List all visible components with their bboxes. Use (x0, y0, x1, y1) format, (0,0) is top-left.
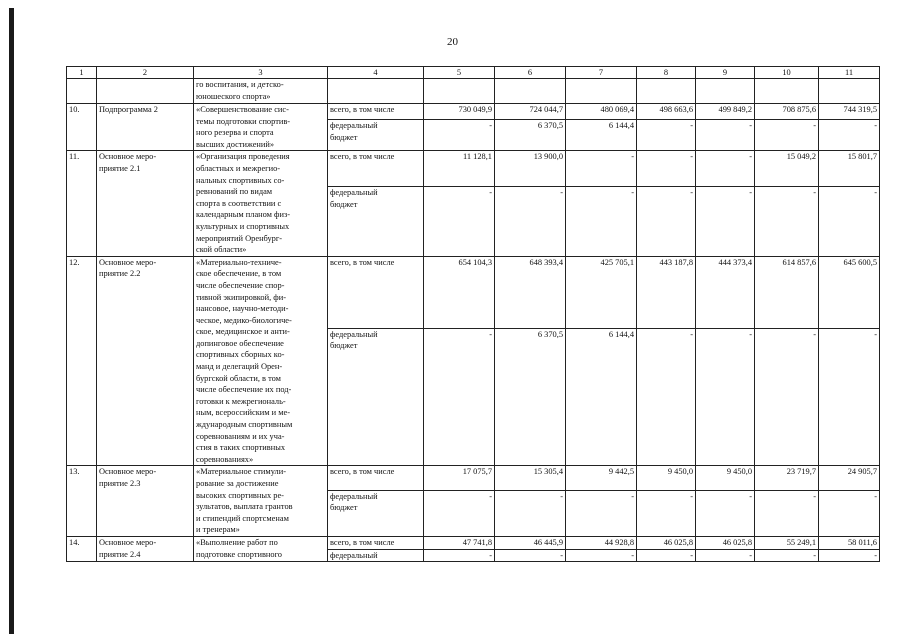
value-cell: - (424, 490, 495, 536)
cell (696, 79, 755, 104)
value-cell: 13 900,0 (495, 151, 566, 187)
value-cell: - (696, 151, 755, 187)
header-cell: 2 (97, 67, 194, 79)
value-cell: - (495, 549, 566, 562)
cell (424, 79, 495, 104)
value-cell: - (637, 490, 696, 536)
value-cell: 55 249,1 (755, 536, 819, 549)
value-cell: 44 928,8 (566, 536, 637, 549)
header-cell: 6 (495, 67, 566, 79)
value-cell: 614 857,6 (755, 256, 819, 328)
cell (819, 79, 880, 104)
value-cell: 6 144,4 (566, 120, 637, 151)
funding-label: всего, в том числе (328, 466, 424, 490)
value-cell: 444 373,4 (696, 256, 755, 328)
value-cell: 645 600,5 (819, 256, 880, 328)
value-cell: 9 450,0 (696, 466, 755, 490)
table-row (67, 466, 880, 490)
cell (328, 79, 424, 104)
value-cell: - (819, 120, 880, 151)
value-cell: 730 049,9 (424, 104, 495, 120)
value-cell: 46 025,8 (696, 536, 755, 549)
value-cell: 9 450,0 (637, 466, 696, 490)
funding-label: федеральный бюджет (328, 187, 424, 256)
budget-table (66, 66, 880, 562)
value-cell: - (696, 490, 755, 536)
value-cell: - (696, 120, 755, 151)
row-name: «Материальное стимули- рование за достижение высоких спортивных ре- зультатов, выплата грантов и стипендий спортсменам и тренерам» (194, 466, 328, 537)
continuation-text: го воспитания, и детско- юношеского спорта» (194, 79, 328, 104)
table-body (67, 67, 880, 562)
value-cell: - (495, 490, 566, 536)
value-cell: 15 305,4 (495, 466, 566, 490)
header-cell: 5 (424, 67, 495, 79)
value-cell: - (696, 549, 755, 562)
cell (637, 79, 696, 104)
value-cell: - (755, 328, 819, 466)
value-cell: 648 393,4 (495, 256, 566, 328)
value-cell: 6 144,4 (566, 328, 637, 466)
value-cell: 58 011,6 (819, 536, 880, 549)
value-cell: - (495, 187, 566, 256)
row-name: «Организация проведения областных и межрегио- нальных спортивных со- ревнований по видам спорта в соответствии с календарным планом физ- культурных и спортивных мероприятий Оренбург- ской области» (194, 151, 328, 256)
value-cell: 15 049,2 (755, 151, 819, 187)
value-cell: - (424, 120, 495, 151)
row-number: 11. (67, 151, 97, 256)
table-row (67, 151, 880, 187)
value-cell: 24 905,7 (819, 466, 880, 490)
value-cell: 708 875,6 (755, 104, 819, 120)
value-cell: 6 370,5 (495, 120, 566, 151)
funding-label: федеральный бюджет (328, 328, 424, 466)
value-cell: - (637, 549, 696, 562)
cell (566, 79, 637, 104)
value-cell: - (696, 328, 755, 466)
funding-label: всего, в том числе (328, 536, 424, 549)
value-cell: - (755, 490, 819, 536)
value-cell: 15 801,7 (819, 151, 880, 187)
value-cell: 46 445,9 (495, 536, 566, 549)
row-name: «Материально-техниче- ское обеспечение, в том числе обеспечение спор- тивной экипировкой, фи- нансовое, научно-методи- ческое, медико-биологиче- ское, медицинское и анти- допинговое обеспечение спортивных сборных ко- манд и делегаций Орен- бургской области, в том числе обеспечение их под- готовки к межрегиональ- ным, всероссийским и ме- ждународным спортивным соревнованиям и их уча- стия в таких спортивных соревнованиях» (194, 256, 328, 466)
header-cell: 10 (755, 67, 819, 79)
value-cell: 425 705,1 (566, 256, 637, 328)
funding-label: федеральный (328, 549, 424, 562)
value-cell: - (637, 328, 696, 466)
value-cell: 23 719,7 (755, 466, 819, 490)
value-cell: 6 370,5 (495, 328, 566, 466)
cell (67, 79, 97, 104)
value-cell: - (819, 187, 880, 256)
row-number: 10. (67, 104, 97, 151)
value-cell: - (755, 120, 819, 151)
header-row (67, 67, 880, 79)
value-cell: - (819, 490, 880, 536)
value-cell: - (424, 187, 495, 256)
row-status: Основное меро- приятие 2.2 (97, 256, 194, 466)
value-cell: - (637, 120, 696, 151)
continuation-row (67, 79, 880, 104)
scan-edge-bar (9, 8, 14, 634)
header-cell: 9 (696, 67, 755, 79)
table-row (67, 104, 880, 120)
row-status: Основное меро- приятие 2.3 (97, 466, 194, 537)
value-cell: - (637, 151, 696, 187)
value-cell: 11 128,1 (424, 151, 495, 187)
funding-label: всего, в том числе (328, 256, 424, 328)
value-cell: 17 075,7 (424, 466, 495, 490)
value-cell: 654 104,3 (424, 256, 495, 328)
value-cell: - (424, 328, 495, 466)
value-cell: 47 741,8 (424, 536, 495, 549)
value-cell: 498 663,6 (637, 104, 696, 120)
table-row (67, 256, 880, 328)
funding-label: федеральный бюджет (328, 120, 424, 151)
value-cell: - (566, 187, 637, 256)
value-cell: - (755, 187, 819, 256)
value-cell: - (819, 549, 880, 562)
row-number: 14. (67, 536, 97, 561)
value-cell: 499 849,2 (696, 104, 755, 120)
value-cell: 46 025,8 (637, 536, 696, 549)
value-cell: 744 319,5 (819, 104, 880, 120)
table-row (67, 536, 880, 549)
value-cell: 443 187,8 (637, 256, 696, 328)
value-cell: 480 069,4 (566, 104, 637, 120)
row-number: 13. (67, 466, 97, 537)
cell (755, 79, 819, 104)
value-cell: - (819, 328, 880, 466)
row-name: «Выполнение работ по подготовке спортивного (194, 536, 328, 561)
value-cell: - (566, 549, 637, 562)
row-name: «Совершенствование сис- темы подготовки спортив- ного резерва и спорта высших достижений» (194, 104, 328, 151)
header-cell: 1 (67, 67, 97, 79)
value-cell: - (566, 151, 637, 187)
page-number: 20 (447, 36, 458, 48)
funding-label: всего, в том числе (328, 151, 424, 187)
funding-label: всего, в том числе (328, 104, 424, 120)
row-status: Основное меро- приятие 2.1 (97, 151, 194, 256)
header-cell: 7 (566, 67, 637, 79)
value-cell: 9 442,5 (566, 466, 637, 490)
header-cell: 3 (194, 67, 328, 79)
header-cell: 11 (819, 67, 880, 79)
value-cell: 724 044,7 (495, 104, 566, 120)
value-cell: - (566, 490, 637, 536)
cell (495, 79, 566, 104)
value-cell: - (696, 187, 755, 256)
funding-label: федеральный бюджет (328, 490, 424, 536)
value-cell: - (424, 549, 495, 562)
header-cell: 4 (328, 67, 424, 79)
row-status: Основное меро- приятие 2.4 (97, 536, 194, 561)
value-cell: - (755, 549, 819, 562)
row-status: Подпрограмма 2 (97, 104, 194, 151)
cell (97, 79, 194, 104)
header-cell: 8 (637, 67, 696, 79)
row-number: 12. (67, 256, 97, 466)
value-cell: - (637, 187, 696, 256)
